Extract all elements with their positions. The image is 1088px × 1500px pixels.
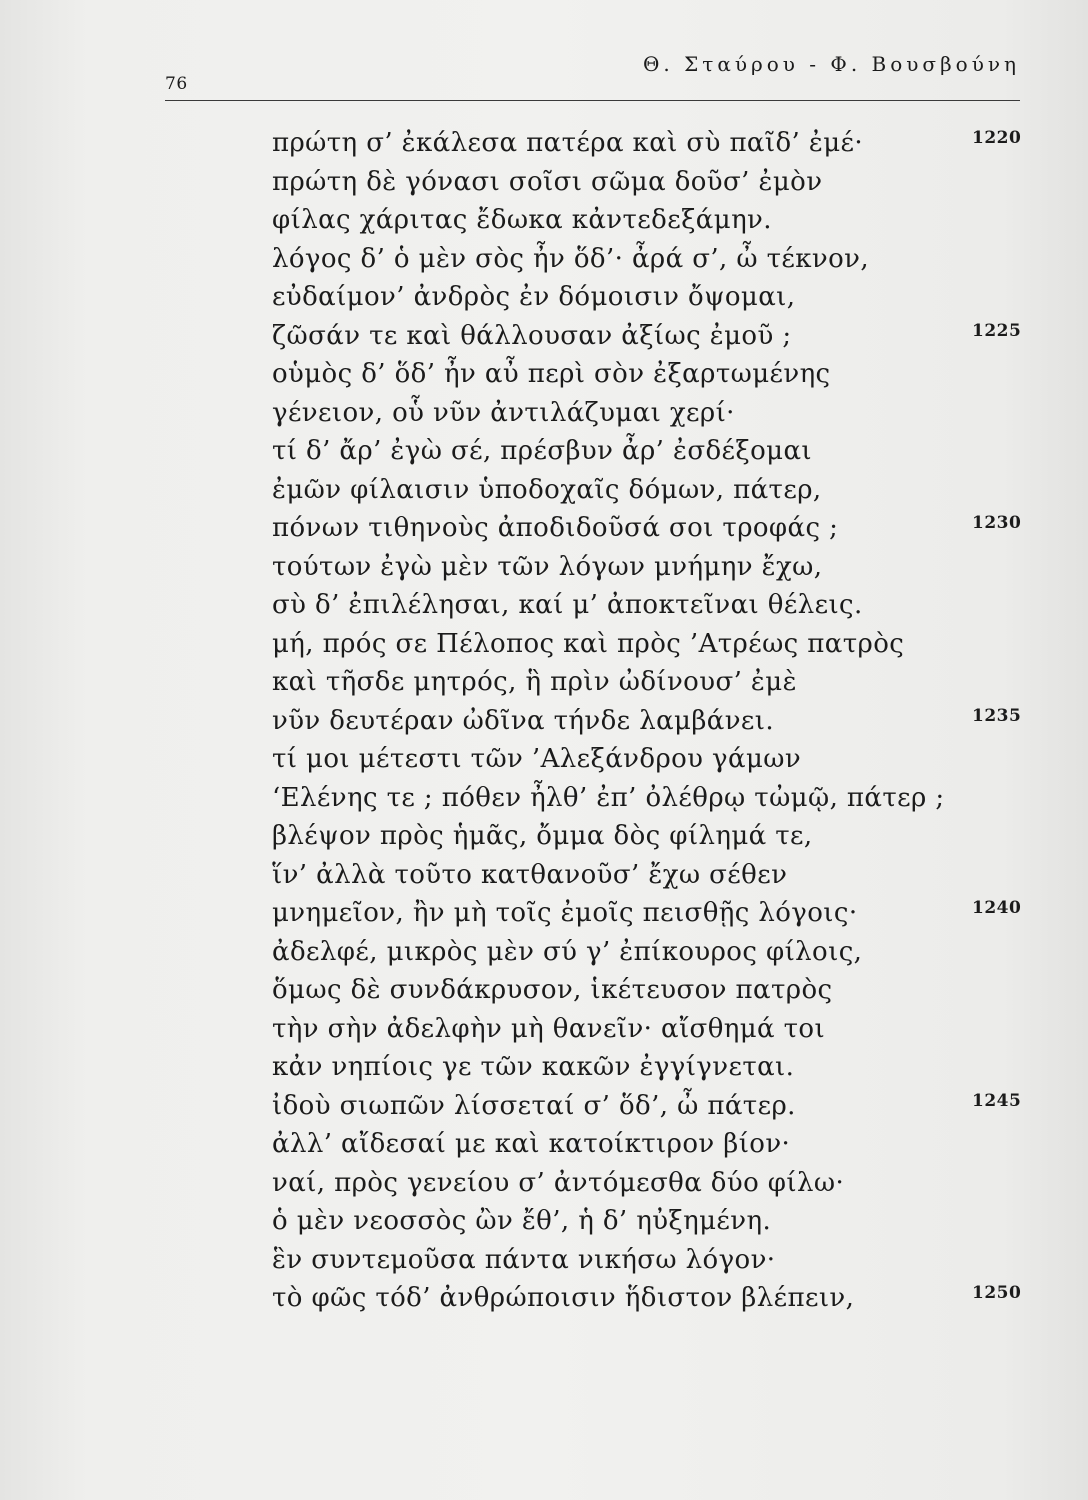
verse-line-text: νῦν δευτέραν ὠδῖνα τήνδε λαμβάνει. bbox=[272, 705, 775, 736]
verse-line bbox=[0, 542, 1088, 581]
verse-line bbox=[0, 465, 1088, 504]
verse-line-text: μνημεῖον, ἢν μὴ τοῖς ἐμοῖς πεισθῇς λόγοις· bbox=[272, 898, 858, 928]
verse-line bbox=[0, 696, 1088, 735]
verse-line-text: καὶ τῆσδε μητρός, ἣ πρὶν ὠδίνουσ’ ἐμὲ bbox=[272, 667, 797, 697]
verse-line-text: ζῶσάν τε καὶ θάλλουσαν ἀξίως ἐμοῦ ; bbox=[272, 320, 792, 351]
verse-line-text: πρώτη σ’ ἐκάλεσα πατέρα καὶ σὺ παῖδ’ ἐμέ· bbox=[272, 128, 864, 158]
verse-line-text: τί δ’ ἄρ’ ἐγὼ σέ, πρέσβυν ἆρ’ ἐσδέξομαι bbox=[272, 436, 813, 466]
verse-line-text: ἓν συντεμοῦσα πάντα νικήσω λόγον· bbox=[272, 1244, 776, 1275]
line-number: 1220 bbox=[972, 128, 1022, 148]
verse-line-text: βλέψον πρὸς ἡμᾶς, ὄμμα δὸς φίλημά τε, bbox=[272, 821, 813, 851]
verse-line bbox=[0, 1004, 1088, 1043]
page-header bbox=[165, 50, 1020, 101]
verse-line-text: ἐμῶν φίλαισιν ὑποδοχαῖς δόμων, πάτερ, bbox=[272, 474, 822, 505]
verse-line bbox=[0, 734, 1088, 773]
verse-line bbox=[0, 850, 1088, 889]
verse-line-text: τὸ φῶς τόδ’ ἀνθρώποισιν ἥδιστον βλέπειν, bbox=[272, 1283, 855, 1313]
line-number: 1235 bbox=[972, 705, 1022, 726]
line-number: 1250 bbox=[972, 1283, 1022, 1303]
verse-line-text: ‘Ελένης τε ; πόθεν ἦλθ’ ἐπ’ ὀλέθρῳ τὠμῷ, πάτερ ; bbox=[272, 782, 945, 813]
verse-line bbox=[0, 888, 1088, 927]
verse-line bbox=[0, 1042, 1088, 1081]
verse-line-text: κἀν νηπίοις γε τῶν κακῶν ἐγγίγνεται. bbox=[272, 1052, 795, 1082]
verse-line bbox=[0, 349, 1088, 388]
verse-line-text: λόγος δ’ ὁ μὲν σὸς ἦν ὅδ’· ἆρά σ’, ὦ τέκνον, bbox=[272, 243, 870, 274]
verse-line-text: σὺ δ’ ἐπιλέλησαι, καί μ’ ἀποκτεῖναι θέλεις. bbox=[272, 590, 863, 620]
verse-line-text: τούτων ἐγὼ μὲν τῶν λόγων μνήμην ἔχω, bbox=[272, 551, 823, 582]
verse-text-block bbox=[0, 118, 1088, 1312]
line-number: 1240 bbox=[972, 898, 1022, 918]
verse-line bbox=[0, 503, 1088, 542]
verse-line bbox=[0, 927, 1088, 966]
verse-line bbox=[0, 1119, 1088, 1158]
verse-line-text: εὐδαίμον’ ἀνδρὸς ἐν δόμοισιν ὄψομαι, bbox=[272, 282, 796, 312]
line-number: 1245 bbox=[972, 1090, 1022, 1111]
line-number: 1230 bbox=[972, 513, 1022, 533]
verse-line-text: ἀδελφέ, μικρὸς μὲν σύ γ’ ἐπίκουρος φίλοις, bbox=[272, 936, 863, 967]
running-head: Θ. Σταύρου - Φ. Βουσβούνη bbox=[643, 52, 1020, 76]
verse-line-text: οὑμὸς δ’ ὅδ’ ἦν αὖ περὶ σὸν ἐξαρτωμένης bbox=[272, 359, 831, 389]
verse-line bbox=[0, 619, 1088, 658]
verse-line-text: ἵν’ ἀλλὰ τοῦτο κατθανοῦσ’ ἔχω σέθεν bbox=[272, 859, 788, 890]
verse-line-text: γένειον, οὗ νῦν ἀντιλάζυμαι χερί· bbox=[272, 397, 735, 428]
verse-line-text: ἰδοὺ σιωπῶν λίσσεταί σ’ ὅδ’, ὦ πάτερ. bbox=[272, 1090, 796, 1121]
verse-line-text: πρώτη δὲ γόνασι σοῖσι σῶμα δοῦσ’ ἐμὸν bbox=[272, 166, 823, 197]
verse-line-text: ὅμως δὲ συνδάκρυσον, ἱκέτευσον πατρὸς bbox=[272, 975, 833, 1005]
line-number: 1225 bbox=[972, 320, 1022, 341]
page-number: 76 bbox=[165, 74, 188, 94]
verse-line bbox=[0, 388, 1088, 427]
verse-line bbox=[0, 234, 1088, 273]
verse-line bbox=[0, 157, 1088, 196]
verse-line-text: πόνων τιθηνοὺς ἀποδιδοῦσά σοι τροφάς ; bbox=[272, 513, 839, 543]
verse-line-text: φίλας χάριτας ἔδωκα κἀντεδεξάμην. bbox=[272, 205, 772, 235]
verse-line bbox=[0, 1273, 1088, 1312]
verse-line bbox=[0, 657, 1088, 696]
verse-line bbox=[0, 311, 1088, 350]
verse-line bbox=[0, 272, 1088, 311]
verse-line-text: ἀλλ’ αἴδεσαί με καὶ κατοίκτιρον βίον· bbox=[272, 1129, 791, 1159]
verse-line bbox=[0, 1196, 1088, 1235]
verse-line bbox=[0, 195, 1088, 234]
verse-line bbox=[0, 426, 1088, 465]
verse-line-text: ναί, πρὸς γενείου σ’ ἀντόμεσθα δύο φίλω· bbox=[272, 1167, 845, 1198]
verse-line bbox=[0, 811, 1088, 850]
verse-line-text: τὴν σὴν ἀδελφὴν μὴ θανεῖν· αἴσθημά τοι bbox=[272, 1013, 826, 1044]
verse-line bbox=[0, 118, 1088, 157]
verse-line bbox=[0, 1235, 1088, 1274]
verse-line bbox=[0, 773, 1088, 812]
verse-line bbox=[0, 1158, 1088, 1197]
verse-line bbox=[0, 580, 1088, 619]
verse-line bbox=[0, 965, 1088, 1004]
verse-line-text: μή, πρός σε Πέλοπος καὶ πρὸς ’Ατρέως πατρὸς bbox=[272, 628, 905, 659]
verse-line-text: τί μοι μέτεστι τῶν ’Αλεξάνδρου γάμων bbox=[272, 744, 802, 774]
verse-line bbox=[0, 1081, 1088, 1120]
verse-line-text: ὁ μὲν νεοσσὸς ὢν ἔθ’, ἡ δ’ ηὐξημένη. bbox=[272, 1206, 772, 1236]
